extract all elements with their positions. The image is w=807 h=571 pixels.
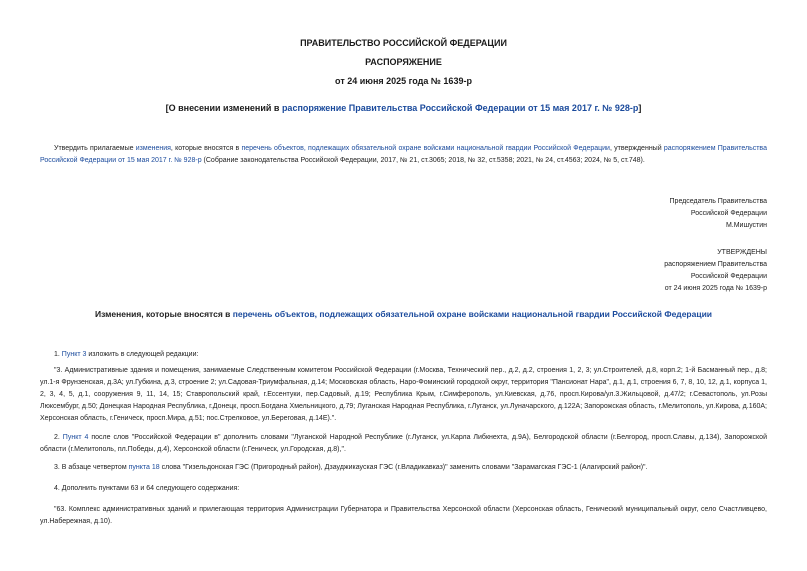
item-1 bbox=[54, 349, 767, 361]
intro-text-3: , утвержденный bbox=[609, 145, 664, 152]
intro-paragraph bbox=[40, 143, 767, 167]
item-3-text-1: 3. В абзаце четвертом bbox=[54, 464, 129, 471]
doc-type-heading: РАСПОРЯЖЕНИЕ bbox=[365, 57, 442, 67]
title-link[interactable]: распоряжение Правительства Российской Федерации от 15 мая 2017 г. № 928-р bbox=[281, 103, 639, 113]
approved-block bbox=[567, 247, 767, 295]
item-2 bbox=[40, 432, 767, 456]
signature-block bbox=[567, 196, 767, 232]
signature-line-1: Председатель Правительства bbox=[669, 198, 767, 205]
item-1-text: изложить в следующей редакции: bbox=[86, 351, 199, 358]
changes-title-link[interactable]: перечень объектов, подлежащих обязательной охране войсками национальной гвардии Российской Федерации bbox=[232, 309, 713, 319]
item-2-text: после слов "Российской Федерации в" дополнить словами "Луганской Народной Республике (г.Луганск, ул.Карла Либкнехта, д.9А), Белгородской области (г.Белгород, просп.Славы, д.134), Запорожской области (г.Мелитополь, пл.Победы, д.4), Херсонской области (г.Геническ, ул.Городская, д.8),". bbox=[40, 434, 767, 453]
approved-line-3: Российской Федерации bbox=[690, 273, 767, 280]
item-4: 4. Дополнить пунктами 63 и 64 следующего содержания: bbox=[54, 485, 240, 492]
approved-line-2: распоряжением Правительства bbox=[664, 261, 767, 268]
item-3 bbox=[54, 462, 767, 474]
approved-line-4: от 24 июня 2025 года № 1639-р bbox=[664, 285, 767, 292]
item-1-num: 1. bbox=[54, 351, 62, 358]
title-suffix: ] bbox=[638, 103, 642, 113]
signature-line-3: М.Мишустин bbox=[725, 222, 767, 229]
changes-title bbox=[0, 309, 807, 319]
quote-item-63: "63. Комплекс административных зданий и прилегающая территория Администрации Губернатора и Правительства Херсонской области (Херсонская область, Генический муниципальный округ, село Счастливцево, ул.Набережная, д.10). bbox=[40, 506, 767, 525]
intro-link-order[interactable]: распоряжением Правительства Российской Федерации от 15 мая 2017 г. № 928-р bbox=[40, 145, 767, 164]
intro-text-1: Утвердить прилагаемые bbox=[54, 145, 136, 152]
intro-link-changes[interactable]: изменения bbox=[135, 145, 171, 152]
intro-text-4: (Собрание законодательства Российской Федерации, 2017, № 21, ст.3065; 2018, № 32, ст.5358; 2021, № 24, ст.4563; 2024, № 5, ст.748). bbox=[201, 157, 645, 164]
intro-text-2: , которые вносятся в bbox=[170, 145, 242, 152]
item-2-link[interactable]: Пункт 4 bbox=[62, 434, 89, 441]
title-prefix: [О внесении изменений в bbox=[165, 103, 282, 113]
changes-title-prefix: Изменения, которые вносятся в bbox=[94, 309, 233, 319]
signature-line-2: Российской Федерации bbox=[690, 210, 767, 217]
item-3-text-2: слова "Гизельдонская ГЭС (Пригородный район), Дзауджикауская ГЭС (г.Владикавказ)" заменить словами "Зарамагская ГЭС-1 (Алагирский район)". bbox=[159, 464, 648, 471]
date-line: от 24 июня 2025 года № 1639-р bbox=[335, 76, 472, 86]
intro-link-list[interactable]: перечень объектов, подлежащих обязательной охране войсками национальной гвардии Российской Федерации bbox=[241, 145, 610, 152]
government-heading: ПРАВИТЕЛЬСТВО РОССИЙСКОЙ ФЕДЕРАЦИИ bbox=[300, 38, 507, 48]
item-3-link[interactable]: пункта 18 bbox=[128, 464, 160, 471]
item-1-link[interactable]: Пункт 3 bbox=[61, 351, 87, 358]
quote-item-3: "3. Административные здания и помещения, занимаемые Следственным комитетом Российской Федерации (г.Москва, Технический пер., д.2, д.2, строения 1, 2, 3; ул.Строителей, д.8, корп.2; 1-й Басманный пер., д.8; ул.1-я Фрунзенская, д.3А; ул.Губкина, д.3, строение 2; ул.Садовая-Триумфальная, д.14; Московская область, Наро-Фоминский городской округ, территория "Пансионат Нара", д.1, д.1, строения 6, 7, 8, 10, 12, д.1, корпуса 1, 2, 3, 4, 5, д.1, сооружения 9, 11, 14, 15; Ставропольский край, г.Ессентуки, пер.Садовый, д.19; Республика Крым, г.Симферополь, ул.Киевская, д.76, просп.Кирова/ул.3.Жильцовой, д.47/2; г.Севастополь, ул.Розы Люксембург, д.50; Донецкая Народная Республика, г.Донецк, просп.Богдана Хмельницкого, д.79; Луганская Народная Республика, г.Луганск, ул.Луначарского, д.122А; Запорожская область, г.Мелитополь, ул.Кирова, д.160А; Херсонская область, г.Геническ, просп.Мира, д.51; пос.Стрелковое, ул.Береговая, д.14Е).". bbox=[40, 367, 767, 422]
approved-line-1: УТВЕРЖДЕНЫ bbox=[717, 249, 767, 256]
item-2-num: 2. bbox=[54, 434, 63, 441]
document-title bbox=[0, 103, 807, 113]
